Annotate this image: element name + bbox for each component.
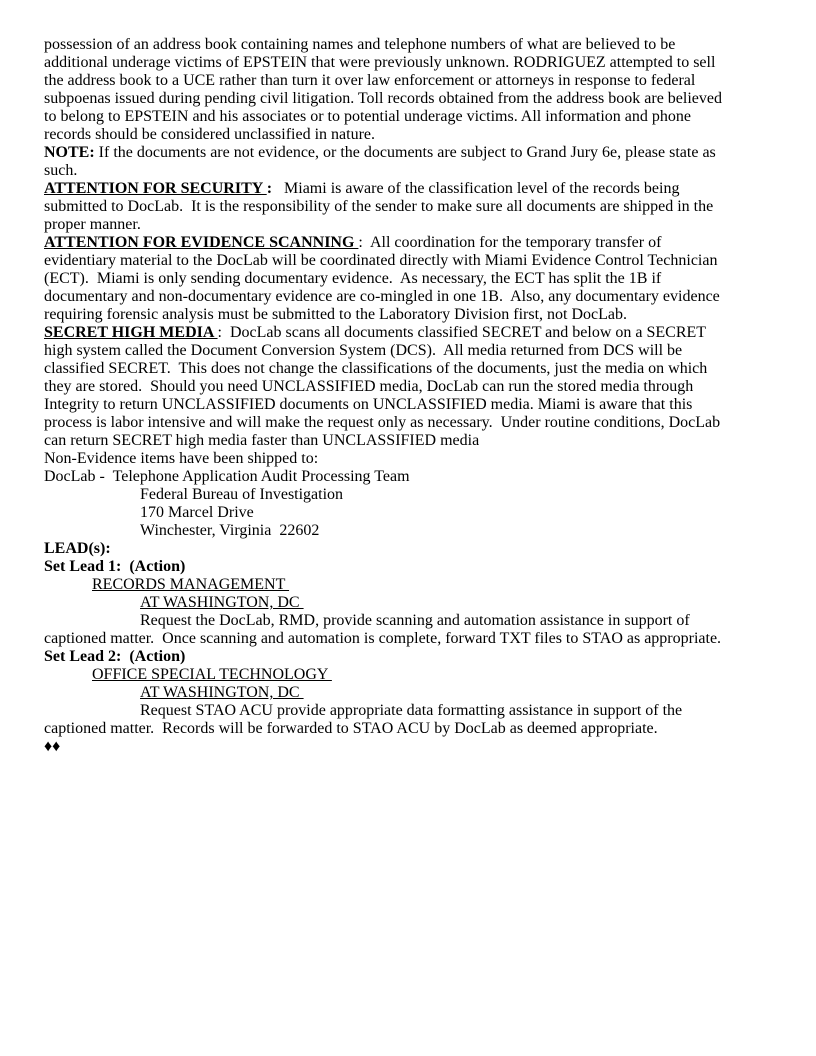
secret-high-media-text: DocLab scans all documents classified SECRET and below on a SECRET high system called the Document Conversion System (DCS). All media returned from DCS will be classified SECRET. This does not change the classifications of the documents, just the media on which they are stored. Should you need UNCLASSIFIED media, DocLab can run the stored media through Integrity to return UNCLASSIFIED documents on UNCLASSIFIED media. Miami is aware that this process is labor intensive and will make the request only as necessary. Under routine conditions, DocLab can return SECRET high media faster than UNCLASSIFIED media (44, 324, 725, 449)
evidence-scanning-heading: ATTENTION FOR EVIDENCE SCANNING (44, 234, 359, 251)
evidence-scanning-paragraph (44, 234, 726, 324)
note-text: If the documents are not evidence, or the documents are subject to Grand Jury 6e, please state as such. (44, 144, 720, 179)
evidence-scanning-text: All coordination for the temporary transfer of evidentiary material to the DocLab will be coordinated directly with Miami Evidence Control Technician (ECT). Miami is only sending documentary evidence. As necessary, the ECT has split the 1B if documentary and non-documentary evidence are co-mingled in one 1B. Also, any documentary evidence requiring forensic analysis must be submitted to the Laboratory Division first, not DocLab. (44, 234, 724, 323)
security-separator: : (266, 180, 285, 197)
security-attention-paragraph (44, 180, 726, 234)
secret-high-media-separator: : (217, 324, 230, 341)
lead2-set-label: Set Lead 2: (Action) (44, 648, 186, 665)
lead2-text-paragraph: Request STAO ACU provide appropriate data formatting assistance in support of the captioned matter. Records will be forwarded to STAO ACU by DocLab as deemed appropriate. (44, 702, 687, 737)
lead2-unit-line (92, 666, 726, 684)
leads-header: LEAD(s): (44, 540, 111, 557)
record-terminator-diamonds: ♦♦ (44, 738, 61, 755)
lead1-text-paragraph: Request the DocLab, RMD, provide scanning and automation assistance in support of captioned matter. Once scanning and automation is complete, forward TXT files to STAO as appropriate. (44, 612, 722, 647)
lead2-location-line (140, 684, 726, 702)
secret-high-media-paragraph (44, 324, 726, 450)
lead2-unit: OFFICE SPECIAL TECHNOLOGY (92, 666, 332, 683)
shipping-address-line-1: Federal Bureau of Investigation (140, 486, 344, 503)
lead1-unit: RECORDS MANAGEMENT (92, 576, 290, 593)
security-text: Miami is aware of the classification level of the records being submitted to DocLab. It is the responsibility of the sender to make sure all documents are shipped in the proper manner. (44, 180, 718, 233)
note-label: NOTE: (44, 144, 95, 161)
lead1-location-line (140, 594, 726, 612)
lead1-set-label: Set Lead 1: (Action) (44, 558, 186, 575)
evidence-scanning-separator: : (358, 234, 370, 251)
lead1-location: AT WASHINGTON, DC (140, 594, 304, 611)
lead2-location: AT WASHINGTON, DC (140, 684, 304, 701)
body-continuation-paragraph: possession of an address book containing names and telephone numbers of what are believed to be additional underage victims of EPSTEIN that were previously unknown. RODRIGUEZ attempted to sell the address book to a UCE rather than turn it over law enforcement or attorneys in response to federal subpoenas issued during pending civil litigation. Toll records obtained from the address book are believed to belong to EPSTEIN and his associates or to potential underage victims. All information and phone records should be considered unclassified in nature. (44, 36, 726, 143)
shipping-intro-line: Non-Evidence items have been shipped to: (44, 450, 319, 467)
shipping-address-line-2: 170 Marcel Drive (140, 504, 254, 521)
secret-high-media-heading: SECRET HIGH MEDIA (44, 324, 218, 341)
note-paragraph (44, 144, 726, 180)
shipping-doclab-line: DocLab - Telephone Application Audit Processing Team (44, 468, 410, 485)
shipping-address-line-3: Winchester, Virginia 22602 (140, 522, 320, 539)
lead1-unit-line (92, 576, 726, 594)
security-heading: ATTENTION FOR SECURITY (44, 180, 267, 197)
